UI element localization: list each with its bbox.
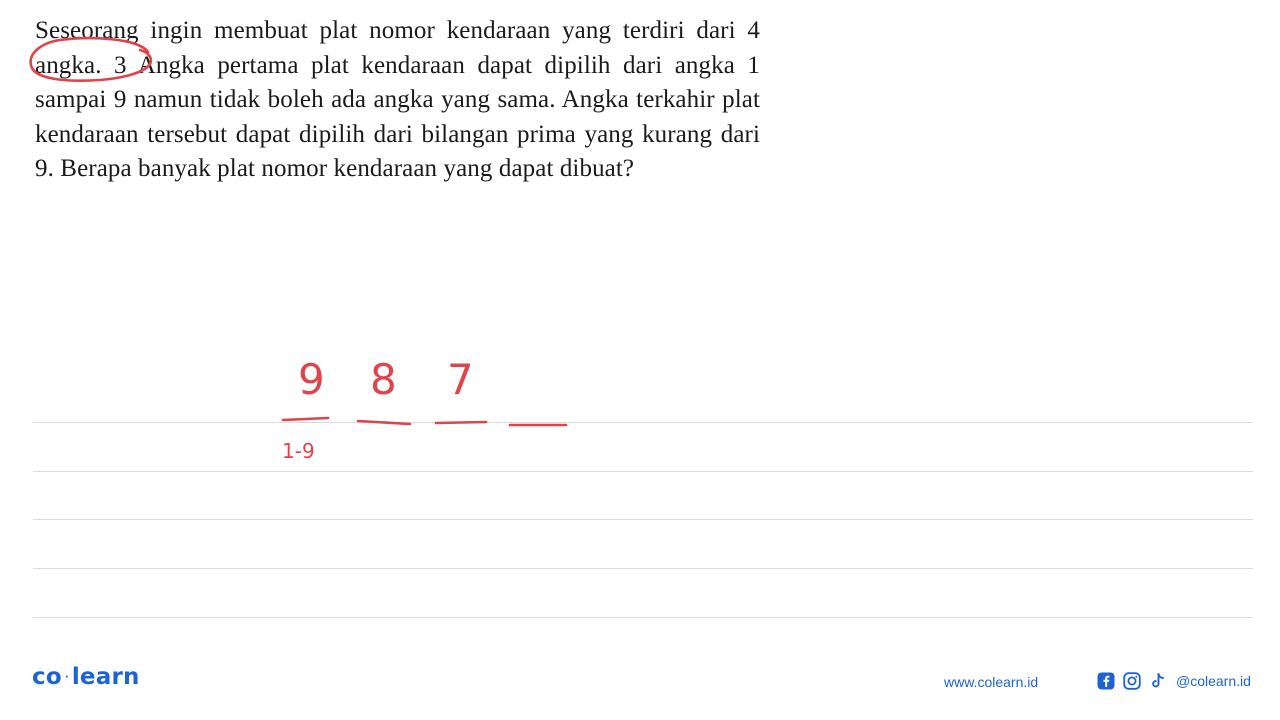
ruled-line [33,617,1253,618]
slot2-digit: 8 [370,355,397,404]
ruled-line [33,422,1253,423]
range-note: 1-9 [282,439,315,463]
slot3-digit: 7 [447,355,474,404]
facebook-icon[interactable] [1096,671,1116,691]
ruled-line [33,519,1253,520]
question-text [35,14,760,187]
logo-right: learn [71,664,140,690]
question-part1: Seseorang ingin membuat plat nomor kendaraan yang terdiri dari [35,17,748,44]
social-links [1096,671,1251,691]
ruled-line [33,568,1253,569]
instagram-icon[interactable] [1122,671,1142,691]
logo-dot: · [64,672,69,683]
question-part2: . 3 Angka pertama plat kendaraan dapat dipilih dari angka 1 sampai 9 namun tidak boleh ada angka yang sama. Angka terkahir plat kendaraan tersebut dapat dipilih dari bilangan prima yang kurang dari 9. Berapa banyak plat nomor kendaraan yang dapat dibuat? [35,51,760,182]
logo-left: co [32,664,62,690]
tiktok-icon[interactable] [1148,671,1168,691]
circled-phrase: 4 angka [35,17,760,79]
ruled-line [33,471,1253,472]
slot1-digit: 9 [298,355,325,404]
social-handle[interactable]: @colearn.id [1176,673,1251,689]
slot1-underline [283,418,328,420]
colearn-logo [32,664,140,690]
website-link[interactable]: www.colearn.id [944,674,1039,690]
